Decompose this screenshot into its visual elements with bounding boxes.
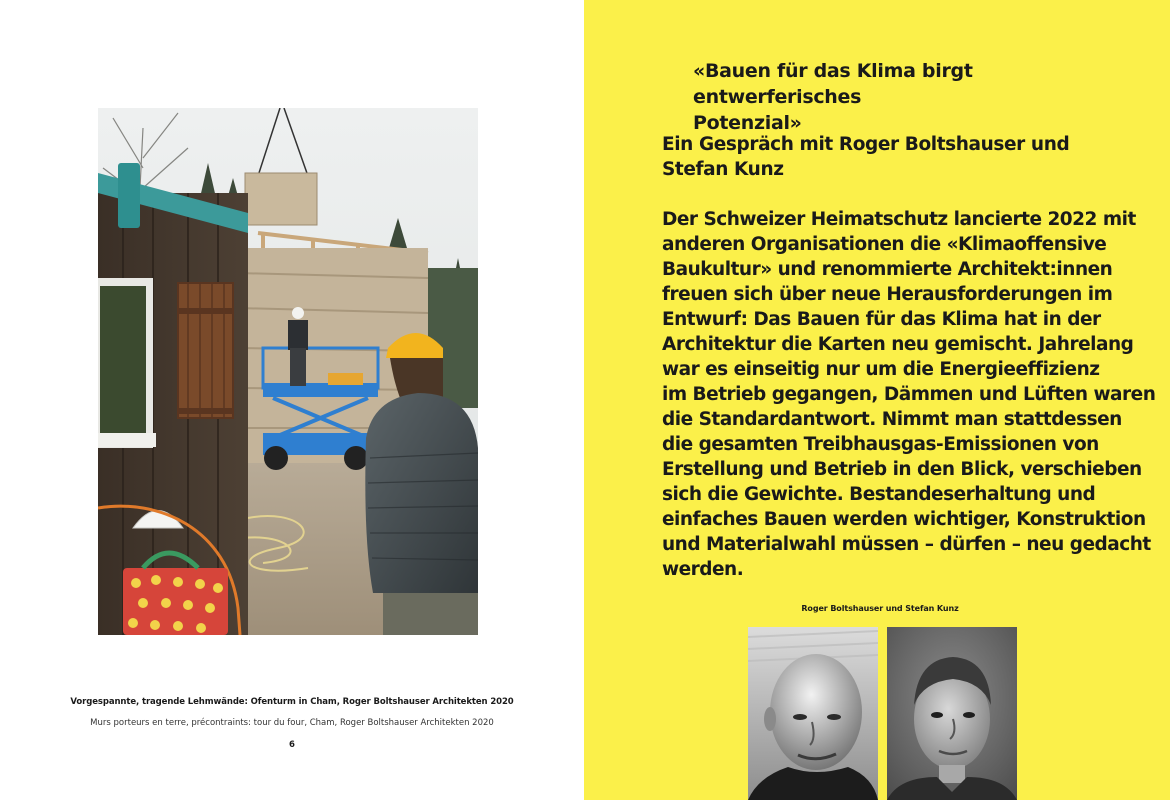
title-line: «Bauen für das Klima birgt entwerferisches [693,60,973,108]
right-page [584,0,1170,800]
left-page [0,0,584,800]
portrait-photo-stefan-kunz [887,627,1017,800]
lead-line: und Materialwahl müssen – dürfen – neu gedacht [662,534,1151,555]
lead-line: die Standardantwort. Nimmt man stattdessen [662,409,1122,430]
title-line: Potenzial» [693,112,802,134]
portrait-photo-roger-boltshauser [748,627,878,800]
lead-line: Baukultur» und renommierte Architekt:innen [662,259,1113,280]
lead-line: anderen Organisationen die «Klimaoffensive [662,234,1107,255]
article-subtitle [662,132,1102,182]
lead-line: sich die Gewichte. Bestandeserhaltung und [662,484,1096,505]
lead-line: werden. [662,559,744,580]
lead-line: Der Schweizer Heimatschutz lancierte 2022 mit [662,209,1136,230]
lead-line: Architektur die Karten neu gemischt. Jahrelang [662,334,1134,355]
photo-caption-french: Murs porteurs en terre, précontraints: tour du four, Cham, Roger Boltshauser Architekten 2020 [90,718,494,728]
lead-line: freuen sich über neue Herausforderungen im [662,284,1113,305]
photo-caption-german: Vorgespannte, tragende Lehmwände: Ofenturm in Cham, Roger Boltshauser Architekten 2020 [70,697,514,707]
subtitle-line: Stefan Kunz [662,159,784,180]
page-number: 6 [289,740,295,750]
subtitle-line: Ein Gespräch mit Roger Boltshauser und [662,134,1070,155]
article-title [693,58,1133,136]
article-lead [662,207,1156,582]
lead-line: einfaches Bauen werden wichtiger, Konstruktion [662,509,1146,530]
portraits-caption: Roger Boltshauser und Stefan Kunz [801,604,959,613]
construction-site-photo [98,108,478,635]
lead-line: war es einseitig nur um die Energieeffizienz [662,359,1100,380]
lead-line: die gesamten Treibhausgas-Emissionen von [662,434,1099,455]
lead-line: im Betrieb gegangen, Dämmen und Lüften waren [662,384,1156,405]
lead-line: Erstellung und Betrieb in den Blick, verschieben [662,459,1142,480]
lead-line: Entwurf: Das Bauen für das Klima hat in der [662,309,1101,330]
